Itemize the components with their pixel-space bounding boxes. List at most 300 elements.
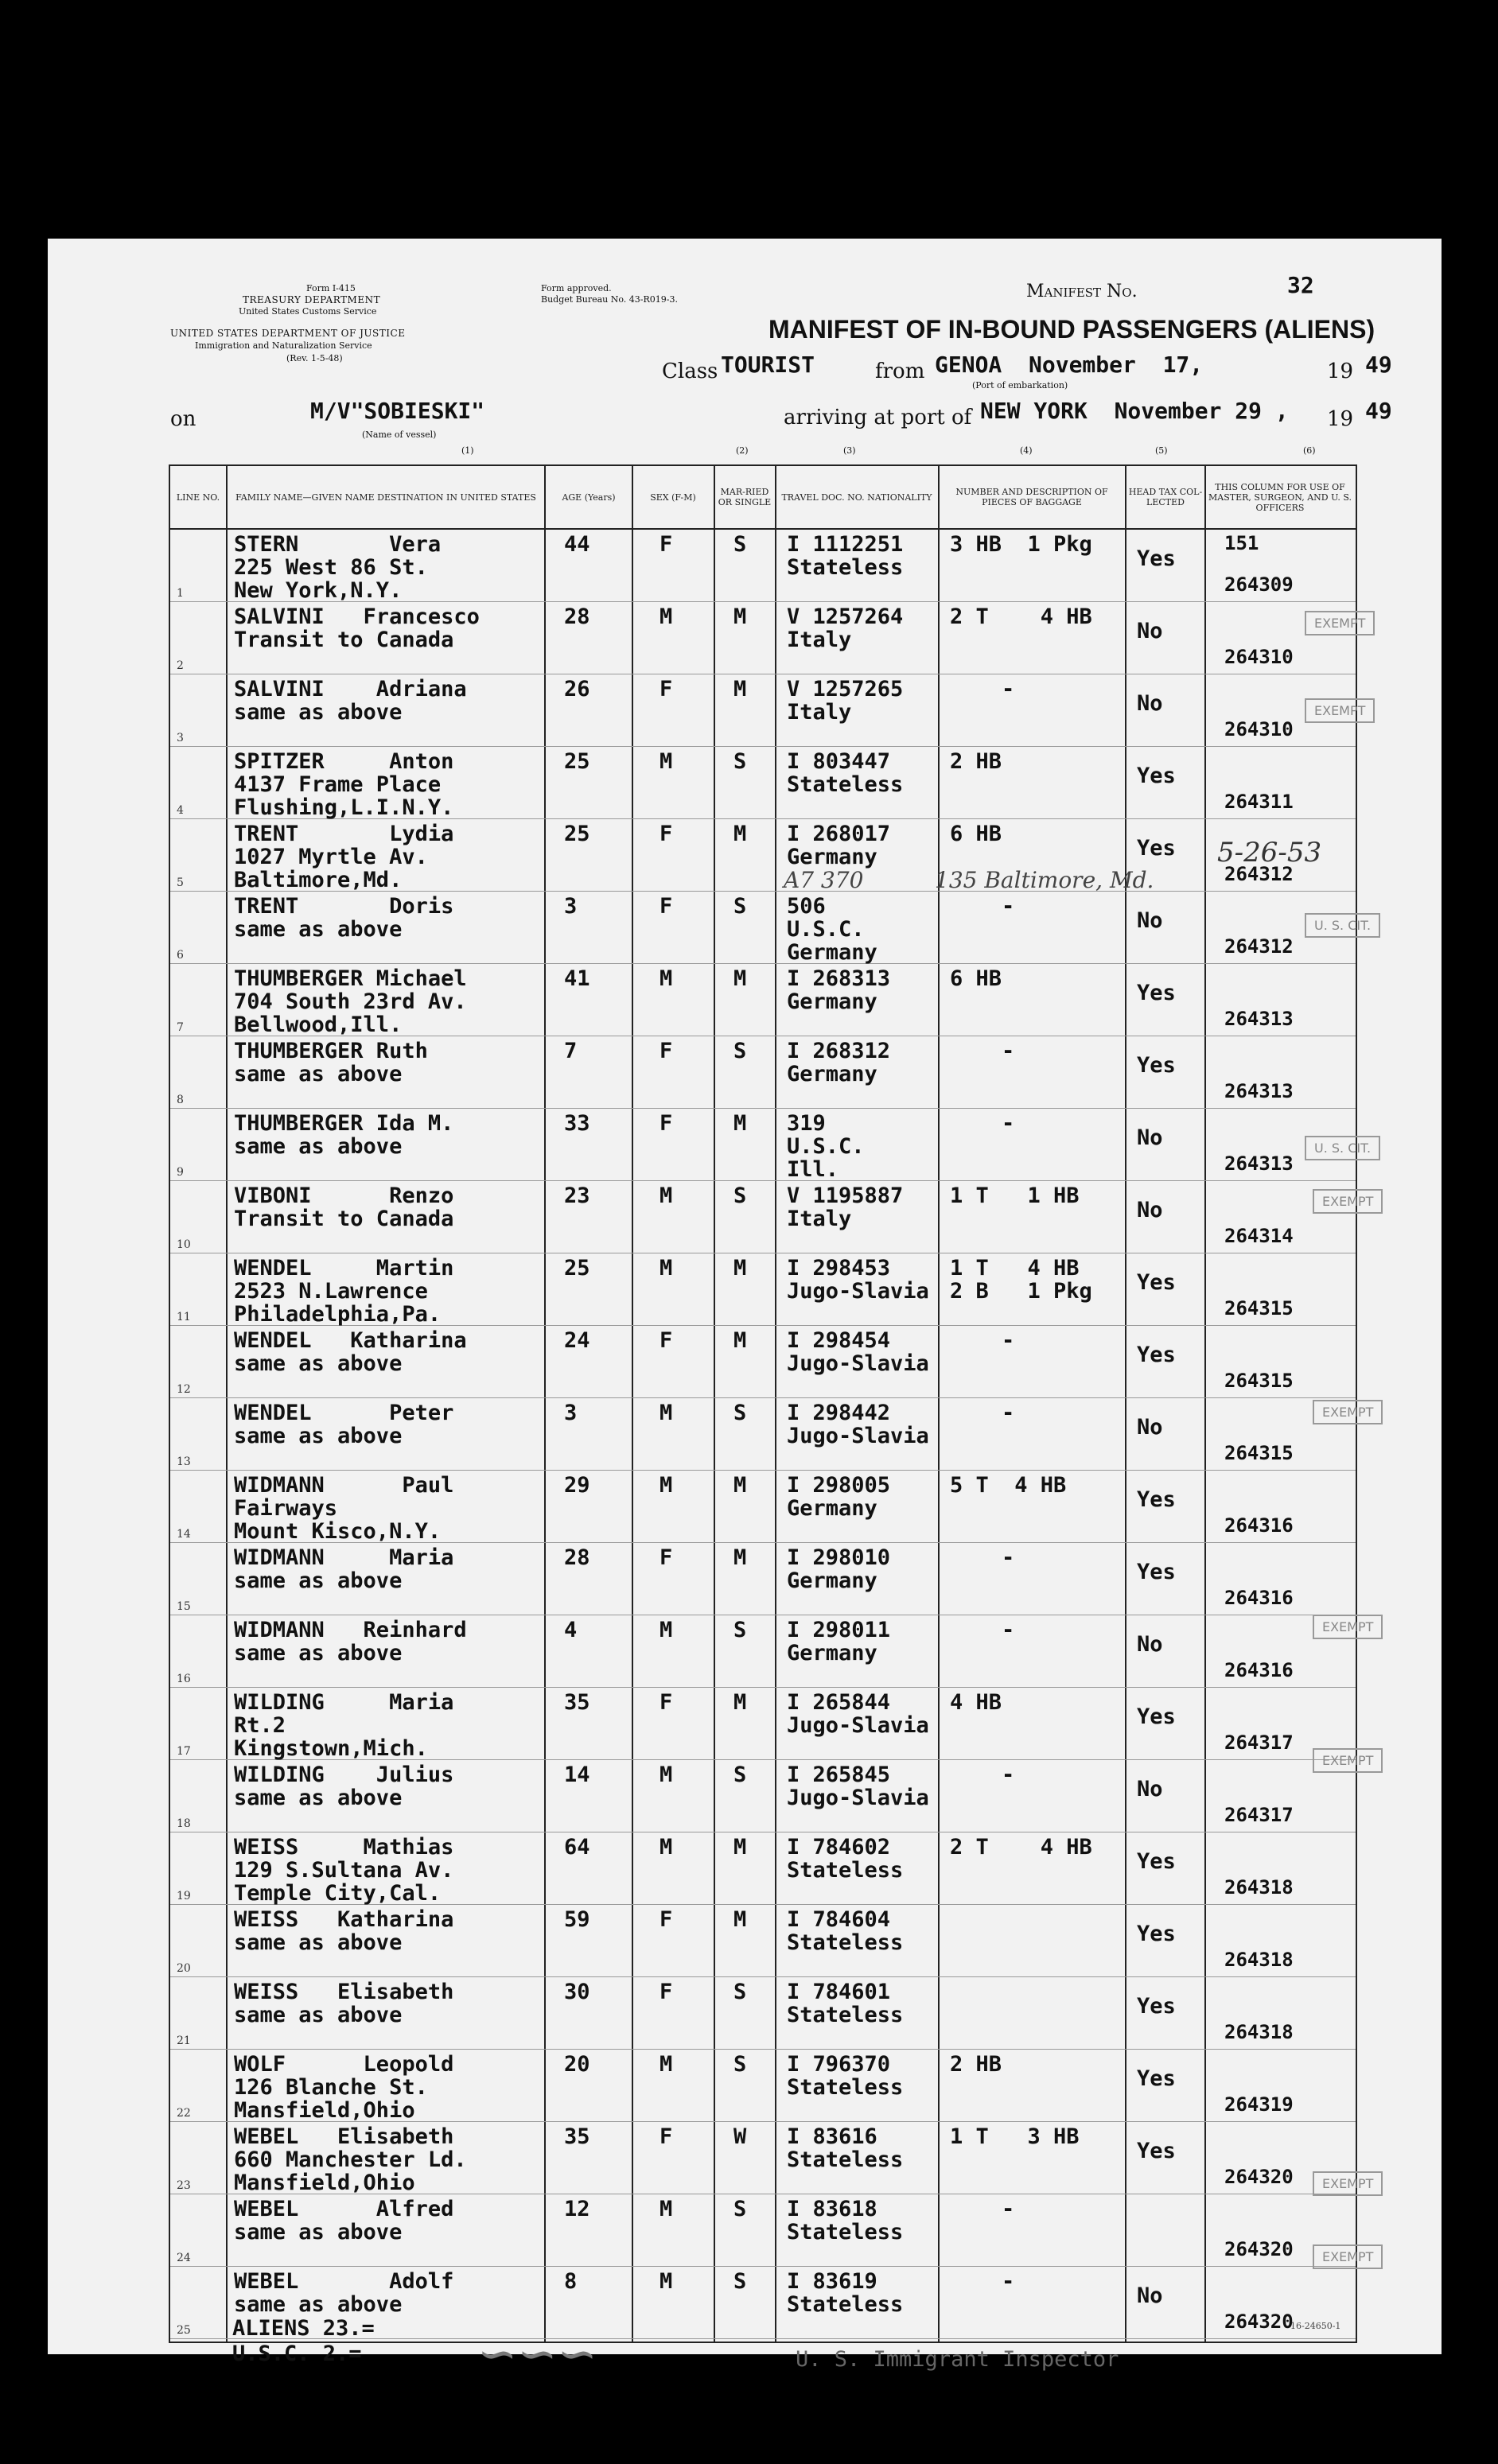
table-row	[170, 1905, 1356, 1977]
cell-ms: M	[733, 1473, 747, 1498]
cell-sex: F	[660, 1690, 673, 1715]
cell-ms: S	[733, 532, 747, 557]
cell-off: 264315	[1224, 1297, 1294, 1319]
row-line-number: 22	[177, 2107, 191, 2120]
cell-tax: No	[1137, 908, 1163, 933]
cell-age: 28	[564, 1545, 590, 1570]
cell-age: 23	[564, 1183, 590, 1208]
cell-sex: F	[660, 1980, 673, 2004]
year2-prefix: 19	[1327, 407, 1354, 431]
cell-name: WILDING Julius same as above	[234, 1762, 454, 1810]
exempt-stamp: EXEMPT	[1313, 2244, 1383, 2269]
cell-age: 33	[564, 1111, 590, 1136]
cell-ms: S	[733, 1183, 747, 1208]
cell-sex: F	[660, 1328, 673, 1353]
cell-doc: I 784602 Stateless	[787, 1835, 904, 1883]
table-row	[170, 1253, 1356, 1326]
exempt-stamp: EXEMPT	[1313, 2171, 1383, 2196]
cell-tax: Yes	[1137, 1560, 1176, 1584]
cell-doc: I 298453 Jugo-Slavia	[787, 1256, 929, 1304]
year-prefix: 19	[1327, 359, 1354, 383]
cell-tax: Yes	[1137, 2139, 1176, 2163]
arriving-label: arriving at port of	[784, 406, 972, 429]
on-label: on	[170, 407, 196, 431]
cell-bag: -	[950, 1328, 1015, 1353]
cell-off: 264317	[1224, 1804, 1294, 1826]
cell-tax: Yes	[1137, 1922, 1176, 1946]
cell-sex: F	[660, 677, 673, 702]
table-row	[170, 1977, 1356, 2050]
inspector-signature: ∽∽∽	[477, 2326, 597, 2382]
col-header-officers: THIS COLUMN FOR USE OF MASTER, SURGEON, AND U. S. OFFICERS	[1208, 481, 1352, 513]
cell-tax: Yes	[1137, 1849, 1176, 1874]
cell-bag: -	[950, 1039, 1015, 1063]
cell-name: WEBEL Alfred same as above	[234, 2197, 454, 2244]
cell-name: WEBEL Adolf same as above	[234, 2269, 454, 2317]
cell-bag: -	[950, 2197, 1015, 2221]
justice-dept: UNITED STATES DEPARTMENT OF JUSTICE	[170, 328, 406, 339]
col-header-baggage: NUMBER AND DESCRIPTION OF PIECES OF BAGGAGE	[955, 487, 1108, 507]
table-row	[170, 1181, 1356, 1253]
row-line-number: 6	[177, 949, 184, 962]
cell-age: 20	[564, 2052, 590, 2077]
cell-off: 264320	[1224, 2310, 1294, 2333]
year2-value: 49	[1365, 398, 1392, 424]
table-row	[170, 1615, 1356, 1688]
table-row	[170, 674, 1356, 747]
cell-bag: 1 T 3 HB	[950, 2124, 1080, 2149]
cell-age: 12	[564, 2197, 590, 2221]
row-line-number: 9	[177, 1166, 184, 1179]
row-line-number: 12	[177, 1383, 191, 1396]
us-cit-stamp: U. S. CIT.	[1305, 1136, 1380, 1160]
cell-age: 25	[564, 822, 590, 846]
cell-doc: I 298454 Jugo-Slavia	[787, 1328, 929, 1376]
cell-bag: 4 HB	[950, 1690, 1002, 1715]
cell-age: 8	[564, 2269, 578, 2294]
cell-age: 3	[564, 894, 578, 919]
cell-ms: M	[733, 966, 747, 991]
cell-tax: Yes	[1137, 1487, 1176, 1512]
cell-tax: Yes	[1137, 1704, 1176, 1729]
class-value: TOURIST	[721, 352, 815, 378]
row-line-number: 14	[177, 1528, 191, 1541]
aliens-total: ALIENS 23.=	[232, 2316, 375, 2341]
manifest-no: 32	[1287, 272, 1314, 298]
cell-off: 264312	[1224, 935, 1294, 958]
cell-name: WEISS Katharina same as above	[234, 1907, 454, 1955]
cell-doc: I 83618 Stateless	[787, 2197, 904, 2244]
cell-name: WOLF Leopold 126 Blanche St. Mansfield,Ohio	[234, 2052, 454, 2123]
cell-off: 264314	[1224, 1225, 1294, 1247]
cell-age: 4	[564, 1618, 578, 1642]
cell-sex: M	[660, 1618, 673, 1642]
cell-name: WENDEL Katharina same as above	[234, 1328, 467, 1376]
cell-name: SALVINI Francesco Transit to Canada	[234, 604, 480, 652]
cell-doc: I 298442 Jugo-Slavia	[787, 1401, 929, 1448]
arrival-value: NEW YORK November 29 ,	[980, 398, 1289, 424]
exempt-stamp: EXEMPT	[1305, 698, 1375, 723]
cell-off: 264312	[1224, 863, 1294, 885]
cell-age: 30	[564, 1980, 590, 2004]
cell-tax: Yes	[1137, 981, 1176, 1005]
cell-sex: F	[660, 1039, 673, 1063]
cell-ms: M	[733, 1907, 747, 1932]
cell-doc: 319 U.S.C. Ill.	[787, 1111, 865, 1182]
col-header-line: LINE NO.	[176, 492, 220, 503]
cell-tax: Yes	[1137, 1343, 1176, 1367]
cell-name: WENDEL Martin 2523 N.Lawrence Philadelphia,Pa.	[234, 1256, 454, 1327]
cell-ms: S	[733, 1762, 747, 1787]
cell-off: 264316	[1224, 1659, 1294, 1681]
col-num-3: (3)	[843, 445, 856, 456]
cell-sex: M	[660, 2269, 673, 2294]
cell-bag: -	[950, 1762, 1015, 1787]
col-num-6: (6)	[1303, 445, 1316, 456]
cell-ms: M	[733, 1690, 747, 1715]
cell-doc: I 298005 Germany	[787, 1473, 891, 1521]
cell-off: 264316	[1224, 1514, 1294, 1537]
cell-name: SALVINI Adriana same as above	[234, 677, 467, 725]
cell-doc: I 784601 Stateless	[787, 1980, 904, 2027]
from-label: from	[875, 359, 925, 383]
cell-doc: I 265844 Jugo-Slavia	[787, 1690, 929, 1738]
cell-bag: 2 T 4 HB	[950, 1835, 1092, 1860]
cell-tax: No	[1137, 1198, 1163, 1222]
exempt-stamp: EXEMPT	[1313, 1748, 1383, 1773]
cell-name: THUMBERGER Ruth same as above	[234, 1039, 428, 1086]
cell-name: WILDING Maria Rt.2 Kingstown,Mich.	[234, 1690, 454, 1761]
form-number: Form I-415	[306, 283, 356, 293]
cell-bag: 1 T 4 HB 2 B 1 Pkg	[950, 1256, 1092, 1304]
treasury-dept: TREASURY DEPARTMENT	[243, 294, 381, 305]
cell-ms: M	[733, 1328, 747, 1353]
cell-off: 264315	[1224, 1442, 1294, 1464]
cell-bag: 1 T 1 HB	[950, 1183, 1080, 1208]
cell-sex: F	[660, 532, 673, 557]
table-row	[170, 2122, 1356, 2194]
cell-tax: Yes	[1137, 1270, 1176, 1295]
port-embark-label: (Port of embarkation)	[972, 380, 1068, 391]
cell-ms: M	[733, 604, 747, 629]
col-num-4: (4)	[1020, 445, 1033, 456]
cell-age: 26	[564, 677, 590, 702]
cell-ms: M	[733, 1111, 747, 1136]
cell-name: STERN Vera 225 West 86 St. New York,N.Y.	[234, 532, 442, 603]
cell-age: 3	[564, 1401, 578, 1425]
cell-tax: No	[1137, 2283, 1163, 2308]
cell-tax: Yes	[1137, 836, 1176, 861]
cell-tax: No	[1137, 619, 1163, 643]
form-approved: Form approved.	[541, 283, 612, 293]
date-note: 5-26-53	[1217, 837, 1322, 869]
row-line-number: 25	[177, 2324, 191, 2337]
cell-sex: M	[660, 1256, 673, 1281]
cell-sex: M	[660, 1762, 673, 1787]
address-note: 135 Baltimore, Md.	[935, 867, 1154, 893]
exempt-stamp: EXEMPT	[1313, 1615, 1383, 1639]
cell-sex: M	[660, 1401, 673, 1425]
cell-ms: S	[733, 1980, 747, 2004]
cell-tax: Yes	[1137, 1053, 1176, 1078]
cell-bag: -	[950, 1401, 1015, 1425]
cell-age: 25	[564, 1256, 590, 1281]
cell-bag: 2 HB	[950, 2052, 1002, 2077]
cell-ms: M	[733, 1545, 747, 1570]
cell-ms: S	[733, 1039, 747, 1063]
cell-name: WIDMANN Maria same as above	[234, 1545, 454, 1593]
cell-ms: M	[733, 1256, 747, 1281]
cell-name: SPITZER Anton 4137 Frame Place Flushing,L.I.N.Y.	[234, 749, 454, 820]
col-num-2: (2)	[736, 445, 749, 456]
us-cit-stamp: U. S. CIT.	[1305, 913, 1380, 938]
row-line-number: 5	[177, 876, 184, 889]
cell-off: 264313	[1224, 1152, 1294, 1175]
cell-bag: 6 HB	[950, 966, 1002, 991]
cell-bag: -	[950, 1111, 1015, 1136]
cell-off: 264310	[1224, 646, 1294, 668]
exempt-stamp: EXEMPT	[1305, 611, 1375, 635]
cell-sex: M	[660, 749, 673, 774]
customs-service: United States Customs Service	[239, 306, 377, 317]
cell-sex: M	[660, 1835, 673, 1860]
col-num-5: (5)	[1155, 445, 1168, 456]
cell-ms: S	[733, 1618, 747, 1642]
exempt-stamp: EXEMPT	[1313, 1400, 1383, 1424]
row-line-number: 19	[177, 1890, 191, 1902]
cell-bag: -	[950, 677, 1015, 702]
cell-doc: I 265845 Jugo-Slavia	[787, 1762, 929, 1810]
cell-name: VIBONI Renzo Transit to Canada	[234, 1183, 454, 1231]
cell-sex: M	[660, 2052, 673, 2077]
cell-age: 24	[564, 1328, 590, 1353]
cell-sex: M	[660, 966, 673, 991]
cell-sex: F	[660, 1545, 673, 1570]
table-row	[170, 747, 1356, 819]
cell-ms: S	[733, 894, 747, 919]
cell-bag: -	[950, 2269, 1015, 2294]
table-row	[170, 530, 1356, 602]
cell-doc: I 268313 Germany	[787, 966, 891, 1014]
cell-bag: 2 T 4 HB	[950, 604, 1092, 629]
cell-age: 35	[564, 1690, 590, 1715]
cell-ms: S	[733, 2052, 747, 2077]
cell-bag: 3 HB 1 Pkg	[950, 532, 1092, 557]
cell-sex: F	[660, 1907, 673, 1932]
cell-doc: I 1112251 Stateless	[787, 532, 904, 580]
cell-ms: S	[733, 749, 747, 774]
cell-name: WENDEL Peter same as above	[234, 1401, 454, 1448]
cell-bag: -	[950, 1545, 1015, 1570]
table-row	[170, 602, 1356, 674]
cell-name: TRENT Lydia 1027 Myrtle Av. Baltimore,Md.	[234, 822, 454, 892]
form-code: 16-24650-1	[1290, 2321, 1341, 2331]
row-line-number: 21	[177, 2035, 191, 2047]
cell-ms: M	[733, 822, 747, 846]
cell-tax: No	[1137, 691, 1163, 716]
budget-bureau: Budget Bureau No. 43-R019-3.	[541, 294, 679, 305]
cell-off: 264320	[1224, 2238, 1294, 2260]
cell-bag: -	[950, 894, 1015, 919]
cell-tax: Yes	[1137, 764, 1176, 788]
cell-tax: No	[1137, 1125, 1163, 1150]
row-line-number: 16	[177, 1673, 191, 1685]
cell-sex: M	[660, 1183, 673, 1208]
row-line-number: 11	[177, 1311, 191, 1323]
cell-ms: M	[733, 1835, 747, 1860]
cell-tax: No	[1137, 1415, 1163, 1440]
col-header-age: AGE (Years)	[562, 492, 616, 503]
col-header-married: MAR-RIED OR SINGLE	[718, 487, 772, 507]
inspector-label: U. S. Immigrant Inspector	[796, 2347, 1119, 2372]
cell-sex: F	[660, 1111, 673, 1136]
cell-age: 7	[564, 1039, 578, 1063]
cell-ms: M	[733, 677, 747, 702]
table-row	[170, 1543, 1356, 1615]
col-header-headtax: HEAD TAX COL-LECTED	[1128, 487, 1203, 507]
cell-off: 264318	[1224, 1876, 1294, 1899]
manifest-title: MANIFEST OF IN-BOUND PASSENGERS (ALIENS)	[768, 315, 1375, 344]
col-num-1: (1)	[461, 445, 474, 456]
cell-age: 14	[564, 1762, 590, 1787]
cell-name: WEISS Mathias 129 S.Sultana Av. Temple City,Cal.	[234, 1835, 454, 1906]
cell-age: 28	[564, 604, 590, 629]
class-label: Class	[662, 359, 718, 383]
cell-off: 264319	[1224, 2093, 1294, 2116]
vessel-name: M/V"SOBIESKI"	[310, 398, 485, 424]
table-row	[170, 1832, 1356, 1905]
manifest-no-label: Manifest No.	[1026, 282, 1138, 301]
col-header-travel: TRAVEL DOC. NO. NATIONALITY	[781, 492, 932, 503]
row-line-number: 15	[177, 1600, 191, 1613]
row-line-number: 1	[177, 587, 184, 600]
doc-note: A7 370	[784, 867, 864, 893]
table-row	[170, 1398, 1356, 1471]
cell-off: 264310	[1224, 718, 1294, 740]
cell-doc: I 83619 Stateless	[787, 2269, 904, 2317]
table-body	[170, 530, 1356, 2342]
manifest-table	[169, 464, 1357, 2343]
cell-sex: M	[660, 604, 673, 629]
row-line-number: 2	[177, 659, 184, 672]
cell-off: 264311	[1224, 791, 1294, 813]
cell-doc: I 268312 Germany	[787, 1039, 891, 1086]
cell-sex: F	[660, 822, 673, 846]
row-line-number: 18	[177, 1817, 191, 1830]
cell-bag: 2 HB	[950, 749, 1002, 774]
cell-name: WEBEL Elisabeth 660 Manchester Ld. Mansfield,Ohio	[234, 2124, 467, 2195]
cell-off: 264317	[1224, 1731, 1294, 1754]
year-value: 49	[1365, 352, 1392, 378]
cell-doc: V 1195887 Italy	[787, 1183, 904, 1231]
form-revision: (Rev. 1-5-48)	[286, 353, 343, 363]
cell-age: 29	[564, 1473, 590, 1498]
cell-sex: M	[660, 1473, 673, 1498]
cell-name: WIDMANN Reinhard same as above	[234, 1618, 467, 1665]
cell-doc: I 803447 Stateless	[787, 749, 904, 797]
cell-tax: Yes	[1137, 1994, 1176, 2019]
cell-age: 25	[564, 749, 590, 774]
cell-age: 59	[564, 1907, 590, 1932]
cell-doc: I 268017 Germany	[787, 822, 891, 869]
cell-doc: I 796370 Stateless	[787, 2052, 904, 2100]
cell-doc: I 784604 Stateless	[787, 1907, 904, 1955]
cell-doc: I 83616 Stateless	[787, 2124, 904, 2172]
row-line-number: 4	[177, 804, 184, 817]
row-line-number: 7	[177, 1021, 184, 1034]
row-line-number: 13	[177, 1455, 191, 1468]
row-line-number: 23	[177, 2179, 191, 2192]
cell-off: 264318	[1224, 2021, 1294, 2043]
table-row	[170, 2194, 1356, 2267]
cell-off: 264313	[1224, 1080, 1294, 1102]
table-row	[170, 1326, 1356, 1398]
cell-bag: -	[950, 1618, 1015, 1642]
row-line-number: 24	[177, 2252, 191, 2264]
cell-age: 64	[564, 1835, 590, 1860]
cell-tax: Yes	[1137, 2066, 1176, 2091]
cell-off: 264318	[1224, 1949, 1294, 1971]
vessel-label: (Name of vessel)	[362, 429, 437, 440]
cell-doc: V 1257264 Italy	[787, 604, 904, 652]
table-row	[170, 819, 1356, 892]
cell-name: THUMBERGER Ida M. same as above	[234, 1111, 454, 1159]
cell-tax: No	[1137, 1632, 1163, 1657]
cell-doc: 506 U.S.C. Germany	[787, 894, 877, 965]
cell-off: 264315	[1224, 1370, 1294, 1392]
table-row	[170, 892, 1356, 964]
cell-doc: I 298011 Germany	[787, 1618, 891, 1665]
table-row	[170, 1688, 1356, 1760]
col-header-name: FAMILY NAME—GIVEN NAME DESTINATION IN UNITED STATES	[235, 492, 536, 503]
usc-total: U.S.C. 2.=	[232, 2342, 362, 2366]
col-header-sex: SEX (F-M)	[650, 492, 696, 503]
cell-name: WEISS Elisabeth same as above	[234, 1980, 454, 2027]
cell-age: 35	[564, 2124, 590, 2149]
table-row	[170, 1471, 1356, 1543]
cell-off: 264320	[1224, 2166, 1294, 2188]
cell-tax: Yes	[1137, 546, 1176, 571]
row-line-number: 20	[177, 1962, 191, 1975]
cell-name: THUMBERGER Michael 704 South 23rd Av. Bellwood,Ill.	[234, 966, 467, 1037]
ins-service: Immigration and Naturalization Service	[195, 340, 372, 351]
cell-sex: M	[660, 2197, 673, 2221]
cell-doc: V 1257265 Italy	[787, 677, 904, 725]
row-line-number: 3	[177, 732, 184, 744]
cell-ms: S	[733, 2269, 747, 2294]
cell-ms: W	[733, 2124, 747, 2149]
table-row	[170, 1760, 1356, 1832]
table-row	[170, 2050, 1356, 2122]
cell-sex: F	[660, 2124, 673, 2149]
exempt-stamp: EXEMPT	[1313, 1189, 1383, 1214]
row-line-number: 10	[177, 1238, 191, 1251]
table-row	[170, 1109, 1356, 1181]
table-row	[170, 964, 1356, 1036]
cell-name: TRENT Doris same as above	[234, 894, 454, 942]
cell-age: 41	[564, 966, 590, 991]
table-row	[170, 1036, 1356, 1109]
cell-ms: S	[733, 1401, 747, 1425]
cell-sex: F	[660, 894, 673, 919]
cell-off: 264316	[1224, 1587, 1294, 1609]
cell-bag: 5 T 4 HB	[950, 1473, 1067, 1498]
from-value: GENOA November 17,	[935, 352, 1204, 378]
cell-tax: No	[1137, 1777, 1163, 1801]
row-line-number: 8	[177, 1094, 184, 1106]
cell-name: WIDMANN Paul Fairways Mount Kisco,N.Y.	[234, 1473, 454, 1544]
cell-bag: 6 HB	[950, 822, 1002, 846]
